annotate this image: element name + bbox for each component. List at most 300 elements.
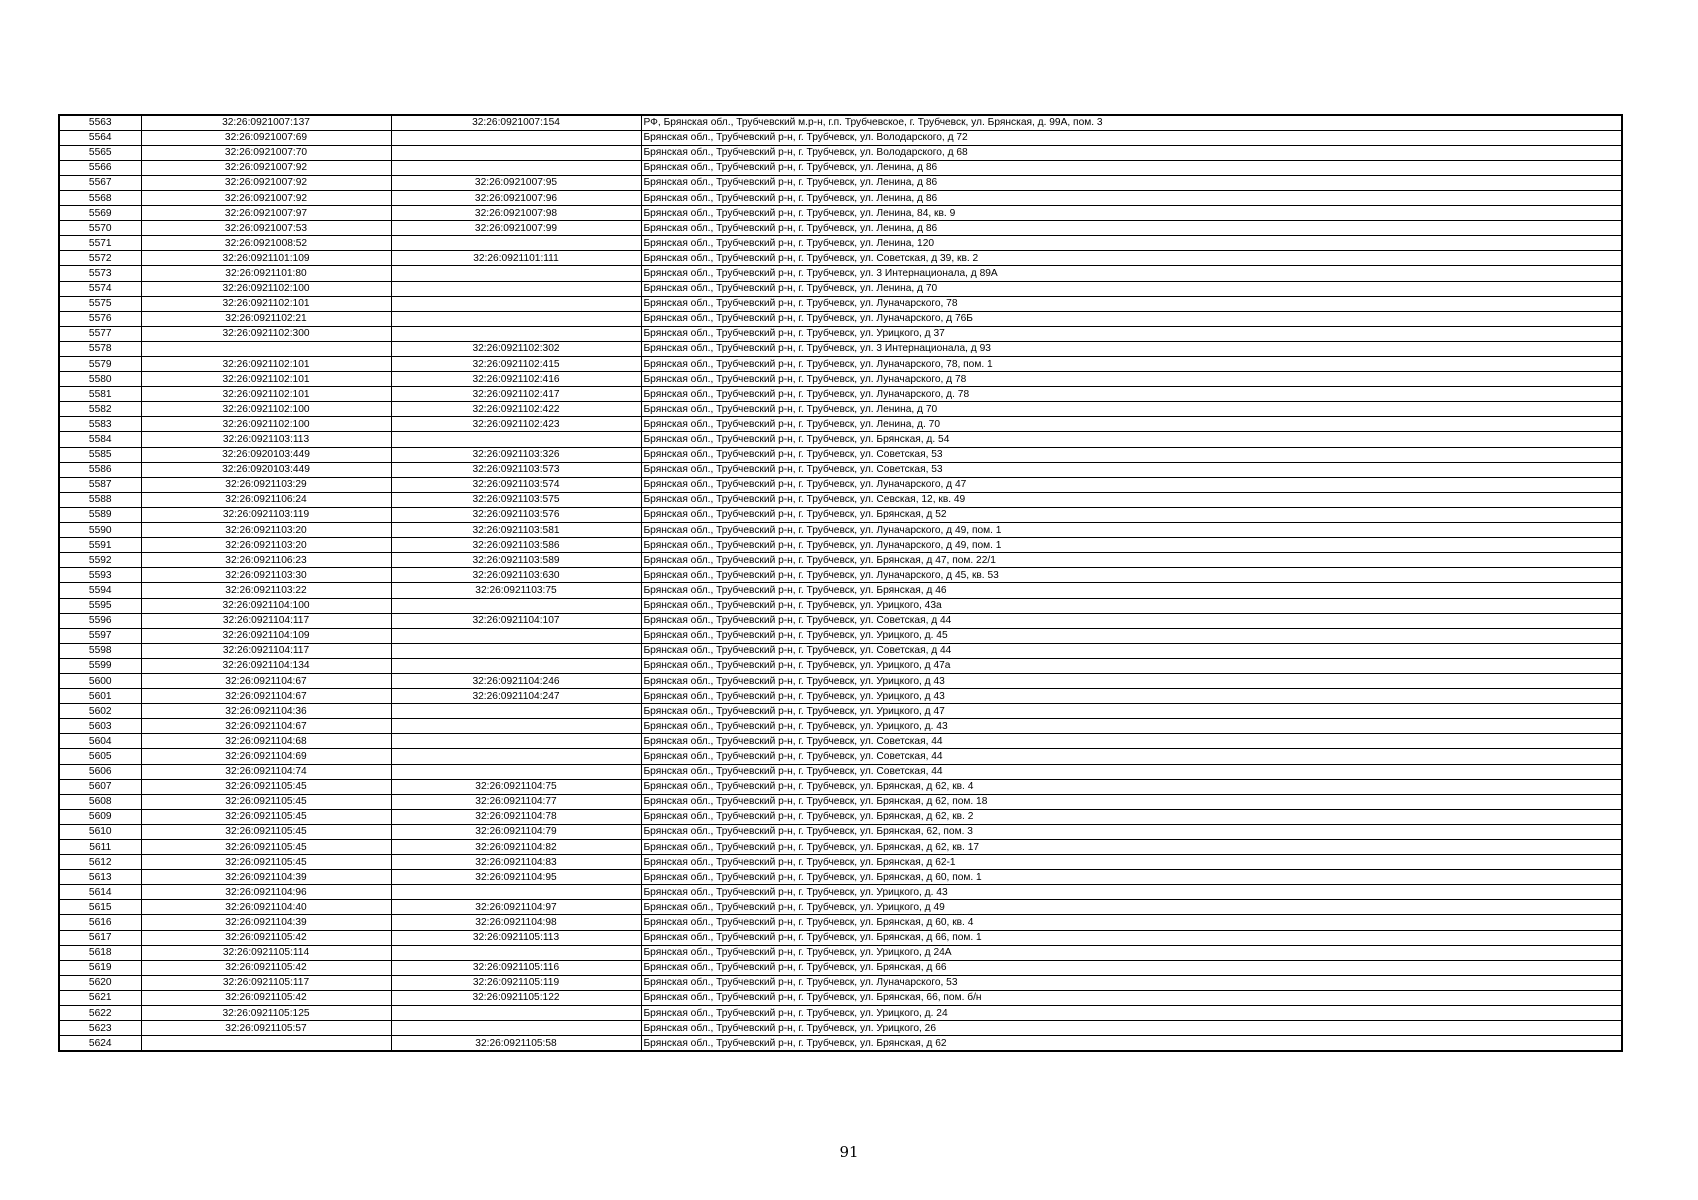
table-row xyxy=(59,311,1622,326)
object-cadastral-number-cell: 32:26:0921104:77 xyxy=(391,794,641,809)
object-cadastral-number-cell xyxy=(391,432,641,447)
table-row xyxy=(59,145,1622,160)
table-row xyxy=(59,462,1622,477)
land-cadastral-number-cell: 32:26:0921104:69 xyxy=(141,749,391,764)
row-number-cell: 5589 xyxy=(59,507,141,522)
row-number-cell: 5588 xyxy=(59,492,141,507)
land-cadastral-number-cell: 32:26:0921105:45 xyxy=(141,840,391,855)
row-number-cell: 5612 xyxy=(59,855,141,870)
row-number-cell: 5593 xyxy=(59,568,141,583)
row-number-cell: 5596 xyxy=(59,613,141,628)
object-cadastral-number-cell xyxy=(391,885,641,900)
row-number-cell: 5618 xyxy=(59,945,141,960)
object-cadastral-number-cell: 32:26:0921102:415 xyxy=(391,357,641,372)
table-row xyxy=(59,643,1622,658)
land-cadastral-number-cell xyxy=(141,1036,391,1051)
table-row xyxy=(59,206,1622,221)
table-row xyxy=(59,1036,1622,1051)
land-cadastral-number-cell: 32:26:0921105:114 xyxy=(141,945,391,960)
object-cadastral-number-cell: 32:26:0921104:78 xyxy=(391,809,641,824)
object-cadastral-number-cell xyxy=(391,296,641,311)
row-number-cell: 5594 xyxy=(59,583,141,598)
table-row xyxy=(59,613,1622,628)
land-cadastral-number-cell: 32:26:0921104:68 xyxy=(141,734,391,749)
object-cadastral-number-cell: 32:26:0921104:75 xyxy=(391,779,641,794)
row-number-cell: 5622 xyxy=(59,1006,141,1021)
row-number-cell: 5623 xyxy=(59,1021,141,1036)
table-row xyxy=(59,840,1622,855)
address-cell: Брянская обл., Трубчевский р-н, г. Трубчевск, ул. Луначарского, д 49, пом. 1 xyxy=(641,523,1622,538)
row-number-cell: 5606 xyxy=(59,764,141,779)
object-cadastral-number-cell: 32:26:0921105:58 xyxy=(391,1036,641,1051)
land-cadastral-number-cell: 32:26:0921105:42 xyxy=(141,990,391,1005)
address-cell: Брянская обл., Трубчевский р-н, г. Трубчевск, ул. Ленина, д 86 xyxy=(641,175,1622,190)
address-cell: Брянская обл., Трубчевский р-н, г. Трубчевск, ул. Брянская, 62, пом. 3 xyxy=(641,824,1622,839)
address-cell: Брянская обл., Трубчевский р-н, г. Трубчевск, ул. Урицкого, д. 43 xyxy=(641,885,1622,900)
object-cadastral-number-cell: 32:26:0921103:326 xyxy=(391,447,641,462)
table-row xyxy=(59,523,1622,538)
table-row xyxy=(59,507,1622,522)
object-cadastral-number-cell: 32:26:0921102:417 xyxy=(391,387,641,402)
land-cadastral-number-cell: 32:26:0921104:117 xyxy=(141,613,391,628)
object-cadastral-number-cell xyxy=(391,281,641,296)
table-row xyxy=(59,673,1622,688)
table-row xyxy=(59,447,1622,462)
object-cadastral-number-cell: 32:26:0921104:82 xyxy=(391,840,641,855)
object-cadastral-number-cell xyxy=(391,160,641,175)
object-cadastral-number-cell xyxy=(391,266,641,281)
address-cell: Брянская обл., Трубчевский р-н, г. Трубчевск, ул. Ленина, д. 70 xyxy=(641,417,1622,432)
object-cadastral-number-cell xyxy=(391,945,641,960)
address-cell: Брянская обл., Трубчевский р-н, г. Трубчевск, ул. Луначарского, д 76Б xyxy=(641,311,1622,326)
row-number-cell: 5574 xyxy=(59,281,141,296)
object-cadastral-number-cell: 32:26:0921102:302 xyxy=(391,341,641,356)
object-cadastral-number-cell xyxy=(391,704,641,719)
table-row xyxy=(59,870,1622,885)
address-cell: Брянская обл., Трубчевский р-н, г. Трубчевск, ул. Брянская, д 62, пом. 18 xyxy=(641,794,1622,809)
table-row xyxy=(59,432,1622,447)
address-cell: Брянская обл., Трубчевский р-н, г. Трубчевск, ул. Луначарского, 53 xyxy=(641,975,1622,990)
land-cadastral-number-cell: 32:26:0921104:67 xyxy=(141,673,391,688)
address-cell: Брянская обл., Трубчевский р-н, г. Трубчевск, ул. Брянская, д 66, пом. 1 xyxy=(641,930,1622,945)
object-cadastral-number-cell: 32:26:0921007:98 xyxy=(391,206,641,221)
land-cadastral-number-cell: 32:26:0921008:52 xyxy=(141,236,391,251)
table-row xyxy=(59,281,1622,296)
object-cadastral-number-cell: 32:26:0921104:98 xyxy=(391,915,641,930)
table-row xyxy=(59,915,1622,930)
row-number-cell: 5619 xyxy=(59,960,141,975)
land-cadastral-number-cell: 32:26:0921104:39 xyxy=(141,915,391,930)
row-number-cell: 5605 xyxy=(59,749,141,764)
address-cell: Брянская обл., Трубчевский р-н, г. Трубчевск, ул. Урицкого, д 47а xyxy=(641,658,1622,673)
table-row xyxy=(59,296,1622,311)
land-cadastral-number-cell: 32:26:0921007:69 xyxy=(141,130,391,145)
address-cell: Брянская обл., Трубчевский р-н, г. Трубчевск, ул. Урицкого, д. 24 xyxy=(641,1006,1622,1021)
table-row xyxy=(59,402,1622,417)
row-number-cell: 5590 xyxy=(59,523,141,538)
table-row xyxy=(59,175,1622,190)
object-cadastral-number-cell: 32:26:0921102:422 xyxy=(391,402,641,417)
table-row xyxy=(59,130,1622,145)
object-cadastral-number-cell xyxy=(391,311,641,326)
land-cadastral-number-cell: 32:26:0921102:101 xyxy=(141,387,391,402)
row-number-cell: 5577 xyxy=(59,326,141,341)
land-cadastral-number-cell: 32:26:0921102:100 xyxy=(141,402,391,417)
row-number-cell: 5616 xyxy=(59,915,141,930)
object-cadastral-number-cell xyxy=(391,1006,641,1021)
land-cadastral-number-cell: 32:26:0921105:45 xyxy=(141,824,391,839)
address-cell: Брянская обл., Трубчевский р-н, г. Трубчевск, ул. Урицкого, д 37 xyxy=(641,326,1622,341)
land-cadastral-number-cell: 32:26:0921104:74 xyxy=(141,764,391,779)
land-cadastral-number-cell: 32:26:0921007:92 xyxy=(141,190,391,205)
land-cadastral-number-cell: 32:26:0921103:20 xyxy=(141,538,391,553)
table-row xyxy=(59,975,1622,990)
land-cadastral-number-cell: 32:26:0921007:92 xyxy=(141,160,391,175)
land-cadastral-number-cell: 32:26:0921105:42 xyxy=(141,960,391,975)
table-row xyxy=(59,658,1622,673)
object-cadastral-number-cell: 32:26:0921102:416 xyxy=(391,372,641,387)
address-cell: Брянская обл., Трубчевский р-н, г. Трубчевск, ул. Советская, 53 xyxy=(641,462,1622,477)
table-row xyxy=(59,1006,1622,1021)
row-number-cell: 5563 xyxy=(59,115,141,130)
address-cell: Брянская обл., Трубчевский р-н, г. Трубчевск, ул. Брянская, д 52 xyxy=(641,507,1622,522)
land-cadastral-number-cell: 32:26:0921105:45 xyxy=(141,809,391,824)
object-cadastral-number-cell: 32:26:0921104:79 xyxy=(391,824,641,839)
object-cadastral-number-cell xyxy=(391,764,641,779)
land-cadastral-number-cell: 32:26:0921007:53 xyxy=(141,221,391,236)
table-row xyxy=(59,689,1622,704)
table-row xyxy=(59,326,1622,341)
object-cadastral-number-cell: 32:26:0921102:423 xyxy=(391,417,641,432)
row-number-cell: 5600 xyxy=(59,673,141,688)
land-cadastral-number-cell: 32:26:0921105:45 xyxy=(141,855,391,870)
address-cell: Брянская обл., Трубчевский р-н, г. Трубчевск, ул. Советская, д 44 xyxy=(641,643,1622,658)
object-cadastral-number-cell: 32:26:0921103:630 xyxy=(391,568,641,583)
row-number-cell: 5584 xyxy=(59,432,141,447)
land-cadastral-number-cell: 32:26:0921102:300 xyxy=(141,326,391,341)
table-row xyxy=(59,387,1622,402)
object-cadastral-number-cell xyxy=(391,658,641,673)
row-number-cell: 5565 xyxy=(59,145,141,160)
land-cadastral-number-cell: 32:26:0921007:70 xyxy=(141,145,391,160)
land-cadastral-number-cell: 32:26:0921103:29 xyxy=(141,477,391,492)
address-cell: Брянская обл., Трубчевский р-н, г. Трубчевск, ул. Брянская, д 60, пом. 1 xyxy=(641,870,1622,885)
address-cell: Брянская обл., Трубчевский р-н, г. Трубчевск, ул. 3 Интернационала, д 89А xyxy=(641,266,1622,281)
address-cell: Брянская обл., Трубчевский р-н, г. Трубчевск, ул. Ленина, 84, кв. 9 xyxy=(641,206,1622,221)
address-cell: Брянская обл., Трубчевский р-н, г. Трубчевск, ул. Ленина, д 86 xyxy=(641,221,1622,236)
land-cadastral-number-cell: 32:26:0921104:117 xyxy=(141,643,391,658)
object-cadastral-number-cell: 32:26:0921101:111 xyxy=(391,251,641,266)
address-cell: Брянская обл., Трубчевский р-н, г. Трубчевск, ул. Урицкого, д. 43 xyxy=(641,719,1622,734)
object-cadastral-number-cell xyxy=(391,749,641,764)
object-cadastral-number-cell xyxy=(391,130,641,145)
table-row xyxy=(59,764,1622,779)
land-cadastral-number-cell: 32:26:0921105:45 xyxy=(141,779,391,794)
object-cadastral-number-cell xyxy=(391,734,641,749)
row-number-cell: 5609 xyxy=(59,809,141,824)
row-number-cell: 5586 xyxy=(59,462,141,477)
row-number-cell: 5621 xyxy=(59,990,141,1005)
row-number-cell: 5608 xyxy=(59,794,141,809)
object-cadastral-number-cell: 32:26:0921104:246 xyxy=(391,673,641,688)
address-cell: Брянская обл., Трубчевский р-н, г. Трубчевск, ул. Советская, д 39, кв. 2 xyxy=(641,251,1622,266)
address-cell: Брянская обл., Трубчевский р-н, г. Трубчевск, ул. Брянская, д 62-1 xyxy=(641,855,1622,870)
table-row xyxy=(59,734,1622,749)
land-cadastral-number-cell: 32:26:0921105:42 xyxy=(141,930,391,945)
land-cadastral-number-cell: 32:26:0921104:109 xyxy=(141,628,391,643)
land-cadastral-number-cell: 32:26:0920103:449 xyxy=(141,447,391,462)
object-cadastral-number-cell xyxy=(391,719,641,734)
address-cell: Брянская обл., Трубчевский р-н, г. Трубчевск, ул. Ленина, д 70 xyxy=(641,402,1622,417)
address-cell: Брянская обл., Трубчевский р-н, г. Трубчевск, ул. Ленина, 120 xyxy=(641,236,1622,251)
land-cadastral-number-cell: 32:26:0921007:92 xyxy=(141,175,391,190)
object-cadastral-number-cell: 32:26:0921007:154 xyxy=(391,115,641,130)
row-number-cell: 5611 xyxy=(59,840,141,855)
land-cadastral-number-cell: 32:26:0921102:101 xyxy=(141,372,391,387)
row-number-cell: 5617 xyxy=(59,930,141,945)
row-number-cell: 5598 xyxy=(59,643,141,658)
object-cadastral-number-cell: 32:26:0921104:97 xyxy=(391,900,641,915)
table-row xyxy=(59,553,1622,568)
table-row xyxy=(59,809,1622,824)
object-cadastral-number-cell: 32:26:0921103:573 xyxy=(391,462,641,477)
object-cadastral-number-cell: 32:26:0921104:83 xyxy=(391,855,641,870)
table-row xyxy=(59,417,1622,432)
object-cadastral-number-cell: 32:26:0921007:96 xyxy=(391,190,641,205)
land-cadastral-number-cell: 32:26:0921102:21 xyxy=(141,311,391,326)
register-table-body xyxy=(59,115,1622,1051)
land-cadastral-number-cell: 32:26:0921104:96 xyxy=(141,885,391,900)
object-cadastral-number-cell: 32:26:0921103:75 xyxy=(391,583,641,598)
address-cell: Брянская обл., Трубчевский р-н, г. Трубчевск, ул. Брянская, д 62, кв. 17 xyxy=(641,840,1622,855)
row-number-cell: 5604 xyxy=(59,734,141,749)
land-cadastral-number-cell: 32:26:0921007:137 xyxy=(141,115,391,130)
object-cadastral-number-cell: 32:26:0921105:122 xyxy=(391,990,641,1005)
table-row xyxy=(59,930,1622,945)
address-cell: Брянская обл., Трубчевский р-н, г. Трубчевск, ул. Луначарского, д. 78 xyxy=(641,387,1622,402)
address-cell: Брянская обл., Трубчевский р-н, г. Трубчевск, ул. Брянская, д 66 xyxy=(641,960,1622,975)
row-number-cell: 5592 xyxy=(59,553,141,568)
row-number-cell: 5591 xyxy=(59,538,141,553)
object-cadastral-number-cell xyxy=(391,1021,641,1036)
table-row xyxy=(59,945,1622,960)
object-cadastral-number-cell xyxy=(391,145,641,160)
object-cadastral-number-cell xyxy=(391,598,641,613)
row-number-cell: 5601 xyxy=(59,689,141,704)
table-row xyxy=(59,794,1622,809)
land-cadastral-number-cell: 32:26:0921105:117 xyxy=(141,975,391,990)
object-cadastral-number-cell: 32:26:0921007:95 xyxy=(391,175,641,190)
property-register-table xyxy=(58,114,1623,1052)
object-cadastral-number-cell: 32:26:0921007:99 xyxy=(391,221,641,236)
address-cell: Брянская обл., Трубчевский р-н, г. Трубчевск, ул. Володарского, д 72 xyxy=(641,130,1622,145)
row-number-cell: 5578 xyxy=(59,341,141,356)
table-row xyxy=(59,583,1622,598)
object-cadastral-number-cell: 32:26:0921103:575 xyxy=(391,492,641,507)
row-number-cell: 5620 xyxy=(59,975,141,990)
table-row xyxy=(59,372,1622,387)
row-number-cell: 5624 xyxy=(59,1036,141,1051)
row-number-cell: 5585 xyxy=(59,447,141,462)
table-row xyxy=(59,1021,1622,1036)
row-number-cell: 5568 xyxy=(59,190,141,205)
land-cadastral-number-cell: 32:26:0921104:39 xyxy=(141,870,391,885)
address-cell: Брянская обл., Трубчевский р-н, г. Трубчевск, ул. 3 Интернационала, д 93 xyxy=(641,341,1622,356)
table-row xyxy=(59,538,1622,553)
row-number-cell: 5603 xyxy=(59,719,141,734)
table-row xyxy=(59,990,1622,1005)
address-cell: Брянская обл., Трубчевский р-н, г. Трубчевск, ул. Брянская, д 46 xyxy=(641,583,1622,598)
land-cadastral-number-cell: 32:26:0921104:40 xyxy=(141,900,391,915)
address-cell: Брянская обл., Трубчевский р-н, г. Трубчевск, ул. Луначарского, 78, пом. 1 xyxy=(641,357,1622,372)
row-number-cell: 5607 xyxy=(59,779,141,794)
table-row xyxy=(59,900,1622,915)
object-cadastral-number-cell: 32:26:0921103:581 xyxy=(391,523,641,538)
table-row xyxy=(59,160,1622,175)
row-number-cell: 5615 xyxy=(59,900,141,915)
row-number-cell: 5583 xyxy=(59,417,141,432)
row-number-cell: 5587 xyxy=(59,477,141,492)
object-cadastral-number-cell: 32:26:0921105:119 xyxy=(391,975,641,990)
table-row xyxy=(59,719,1622,734)
address-cell: Брянская обл., Трубчевский р-н, г. Трубчевск, ул. Луначарского, д 47 xyxy=(641,477,1622,492)
address-cell: Брянская обл., Трубчевский р-н, г. Трубчевск, ул. Брянская, д 62 xyxy=(641,1036,1622,1051)
land-cadastral-number-cell: 32:26:0921102:101 xyxy=(141,357,391,372)
address-cell: Брянская обл., Трубчевский р-н, г. Трубчевск, ул. Урицкого, 26 xyxy=(641,1021,1622,1036)
land-cadastral-number-cell: 32:26:0921105:45 xyxy=(141,794,391,809)
address-cell: Брянская обл., Трубчевский р-н, г. Трубчевск, ул. Ленина, д 70 xyxy=(641,281,1622,296)
land-cadastral-number-cell: 32:26:0921104:100 xyxy=(141,598,391,613)
land-cadastral-number-cell: 32:26:0921106:23 xyxy=(141,553,391,568)
land-cadastral-number-cell: 32:26:0921103:22 xyxy=(141,583,391,598)
address-cell: Брянская обл., Трубчевский р-н, г. Трубчевск, ул. Брянская, д 62, кв. 4 xyxy=(641,779,1622,794)
table-row xyxy=(59,477,1622,492)
address-cell: Брянская обл., Трубчевский р-н, г. Трубчевск, ул. Луначарского, 78 xyxy=(641,296,1622,311)
row-number-cell: 5610 xyxy=(59,824,141,839)
row-number-cell: 5582 xyxy=(59,402,141,417)
table-row xyxy=(59,357,1622,372)
table-row xyxy=(59,236,1622,251)
land-cadastral-number-cell: 32:26:0921102:101 xyxy=(141,296,391,311)
object-cadastral-number-cell xyxy=(391,326,641,341)
object-cadastral-number-cell: 32:26:0921105:116 xyxy=(391,960,641,975)
object-cadastral-number-cell xyxy=(391,236,641,251)
table-row xyxy=(59,492,1622,507)
object-cadastral-number-cell xyxy=(391,628,641,643)
row-number-cell: 5566 xyxy=(59,160,141,175)
address-cell: Брянская обл., Трубчевский р-н, г. Трубчевск, ул. Урицкого, д 43 xyxy=(641,689,1622,704)
land-cadastral-number-cell: 32:26:0921104:36 xyxy=(141,704,391,719)
land-cadastral-number-cell xyxy=(141,341,391,356)
row-number-cell: 5579 xyxy=(59,357,141,372)
land-cadastral-number-cell: 32:26:0921104:134 xyxy=(141,658,391,673)
table-row xyxy=(59,221,1622,236)
table-row xyxy=(59,266,1622,281)
row-number-cell: 5567 xyxy=(59,175,141,190)
row-number-cell: 5614 xyxy=(59,885,141,900)
row-number-cell: 5599 xyxy=(59,658,141,673)
address-cell: Брянская обл., Трубчевский р-н, г. Трубчевск, ул. Советская, 44 xyxy=(641,749,1622,764)
address-cell: Брянская обл., Трубчевский р-н, г. Трубчевск, ул. Брянская, д. 54 xyxy=(641,432,1622,447)
address-cell: Брянская обл., Трубчевский р-н, г. Трубчевск, ул. Советская, 44 xyxy=(641,734,1622,749)
land-cadastral-number-cell: 32:26:0921102:100 xyxy=(141,417,391,432)
table-row xyxy=(59,779,1622,794)
object-cadastral-number-cell: 32:26:0921103:586 xyxy=(391,538,641,553)
address-cell: РФ, Брянская обл., Трубчевский м.р-н, г.п. Трубчевское, г. Трубчевск, ул. Брянская, д. 99А, пом. 3 xyxy=(641,115,1622,130)
address-cell: Брянская обл., Трубчевский р-н, г. Трубчевск, ул. Луначарского, д 49, пом. 1 xyxy=(641,538,1622,553)
address-cell: Брянская обл., Трубчевский р-н, г. Трубчевск, ул. Володарского, д 68 xyxy=(641,145,1622,160)
row-number-cell: 5581 xyxy=(59,387,141,402)
land-cadastral-number-cell: 32:26:0920103:449 xyxy=(141,462,391,477)
row-number-cell: 5570 xyxy=(59,221,141,236)
address-cell: Брянская обл., Трубчевский р-н, г. Трубчевск, ул. Ленина, д 86 xyxy=(641,190,1622,205)
row-number-cell: 5613 xyxy=(59,870,141,885)
address-cell: Брянская обл., Трубчевский р-н, г. Трубчевск, ул. Луначарского, д 45, кв. 53 xyxy=(641,568,1622,583)
table-row xyxy=(59,885,1622,900)
row-number-cell: 5575 xyxy=(59,296,141,311)
row-number-cell: 5573 xyxy=(59,266,141,281)
row-number-cell: 5569 xyxy=(59,206,141,221)
row-number-cell: 5576 xyxy=(59,311,141,326)
land-cadastral-number-cell: 32:26:0921103:20 xyxy=(141,523,391,538)
land-cadastral-number-cell: 32:26:0921104:67 xyxy=(141,719,391,734)
table-row xyxy=(59,115,1622,130)
row-number-cell: 5572 xyxy=(59,251,141,266)
table-row xyxy=(59,855,1622,870)
page-number: 91 xyxy=(839,1143,859,1161)
address-cell: Брянская обл., Трубчевский р-н, г. Трубчевск, ул. Советская, 53 xyxy=(641,447,1622,462)
land-cadastral-number-cell: 32:26:0921007:97 xyxy=(141,206,391,221)
land-cadastral-number-cell: 32:26:0921101:109 xyxy=(141,251,391,266)
address-cell: Брянская обл., Трубчевский р-н, г. Трубчевск, ул. Севская, 12, кв. 49 xyxy=(641,492,1622,507)
address-cell: Брянская обл., Трубчевский р-н, г. Трубчевск, ул. Советская, 44 xyxy=(641,764,1622,779)
table-row xyxy=(59,251,1622,266)
table-row xyxy=(59,190,1622,205)
object-cadastral-number-cell: 32:26:0921104:107 xyxy=(391,613,641,628)
row-number-cell: 5571 xyxy=(59,236,141,251)
address-cell: Брянская обл., Трубчевский р-н, г. Трубчевск, ул. Ленина, д 86 xyxy=(641,160,1622,175)
address-cell: Брянская обл., Трубчевский р-н, г. Трубчевск, ул. Урицкого, д 47 xyxy=(641,704,1622,719)
table-row xyxy=(59,568,1622,583)
land-cadastral-number-cell: 32:26:0921105:125 xyxy=(141,1006,391,1021)
row-number-cell: 5602 xyxy=(59,704,141,719)
address-cell: Брянская обл., Трубчевский р-н, г. Трубчевск, ул. Урицкого, 43а xyxy=(641,598,1622,613)
land-cadastral-number-cell: 32:26:0921105:57 xyxy=(141,1021,391,1036)
land-cadastral-number-cell: 32:26:0921103:30 xyxy=(141,568,391,583)
row-number-cell: 5564 xyxy=(59,130,141,145)
row-number-cell: 5580 xyxy=(59,372,141,387)
row-number-cell: 5595 xyxy=(59,598,141,613)
table-row xyxy=(59,824,1622,839)
row-number-cell: 5597 xyxy=(59,628,141,643)
land-cadastral-number-cell: 32:26:0921106:24 xyxy=(141,492,391,507)
land-cadastral-number-cell: 32:26:0921103:113 xyxy=(141,432,391,447)
table-row xyxy=(59,628,1622,643)
address-cell: Брянская обл., Трубчевский р-н, г. Трубчевск, ул. Урицкого, д 43 xyxy=(641,673,1622,688)
address-cell: Брянская обл., Трубчевский р-н, г. Трубчевск, ул. Советская, д 44 xyxy=(641,613,1622,628)
table-row xyxy=(59,960,1622,975)
land-cadastral-number-cell: 32:26:0921102:100 xyxy=(141,281,391,296)
table-row xyxy=(59,598,1622,613)
object-cadastral-number-cell: 32:26:0921105:113 xyxy=(391,930,641,945)
address-cell: Брянская обл., Трубчевский р-н, г. Трубчевск, ул. Брянская, д 60, кв. 4 xyxy=(641,915,1622,930)
land-cadastral-number-cell: 32:26:0921104:67 xyxy=(141,689,391,704)
address-cell: Брянская обл., Трубчевский р-н, г. Трубчевск, ул. Брянская, д 62, кв. 2 xyxy=(641,809,1622,824)
object-cadastral-number-cell: 32:26:0921103:589 xyxy=(391,553,641,568)
address-cell: Брянская обл., Трубчевский р-н, г. Трубчевск, ул. Урицкого, д 49 xyxy=(641,900,1622,915)
land-cadastral-number-cell: 32:26:0921103:119 xyxy=(141,507,391,522)
land-cadastral-number-cell: 32:26:0921101:80 xyxy=(141,266,391,281)
